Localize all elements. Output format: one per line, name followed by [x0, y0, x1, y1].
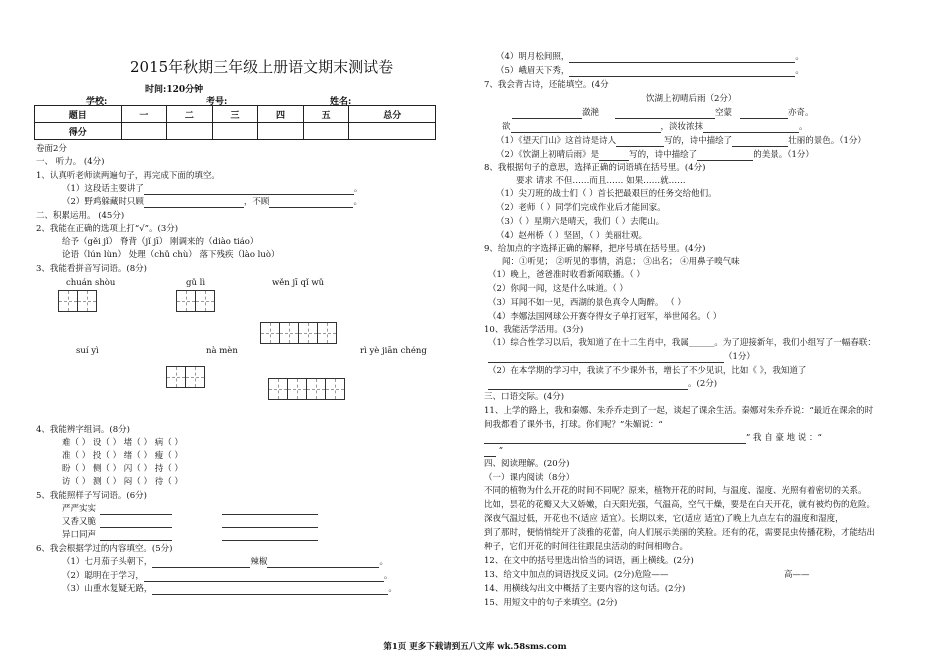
poem-text: ，淡妆浓抹 [660, 122, 704, 132]
score-header-cell: 三 [212, 106, 258, 123]
answer-line[interactable] [569, 53, 795, 63]
question-text: 辣椒 [250, 557, 268, 567]
question-text: 4、我能辨字组词。(8分) [36, 425, 130, 435]
score-header-cell: 二 [167, 106, 213, 123]
question-text: 的美景。（1分） [753, 150, 814, 160]
pinyin-label: rì yè jiān chéng [360, 346, 427, 356]
question-text: ，不顾 [243, 197, 270, 207]
answer-line[interactable] [599, 151, 629, 161]
question-text: 10、我能活学活用。(3分) [484, 325, 584, 335]
pinyin-label: suí yì [76, 346, 99, 356]
character-row: 访（ ） 测（ ） 闷（ ） 待（ ） [62, 477, 183, 487]
question-text: 壮丽的景色。（1分） [788, 136, 866, 146]
question-text: （3）（ ）星期六是晴天，我们（ ）去爬山。 [496, 217, 665, 227]
question-text: （2）你闻一闻，这是什么味道。（ ） [488, 284, 628, 294]
reading-passage-line: 深夜气温过低，开花也不(适应 适宜）。长期以来，它(适应 适宜)了晚上九点左右的温度和湿度， [484, 514, 844, 524]
question-text: （2）野鸡躲藏时只顾 [62, 197, 144, 207]
score-table [34, 105, 436, 140]
dialogue-row [484, 433, 822, 444]
question-text: （4）明月松间照， [496, 52, 570, 62]
poem-text: 潋滟 [582, 108, 600, 118]
question-text: （1）晚上，爸爸准时收看新闻联播。（ ） [488, 270, 645, 280]
score-header-cell: 总分 [349, 106, 436, 123]
score-header-cell: 四 [258, 106, 304, 123]
score-cell[interactable] [303, 123, 349, 140]
fill-in-row: （1）七月茄子头朝下， 辣椒 。 [62, 557, 388, 567]
question-text: （2）老师（ ）同学们完成作业后才能回家。 [496, 203, 666, 213]
poem-line: 欲 ，淡妆浓抹 。 [502, 122, 808, 132]
question-text: 15、用短文中的句子来填空。(2分) [484, 598, 618, 608]
question-text: 11、上学的路上，我和秦娜、朱乔乔走到了一起，谈起了课余生活。秦娜对朱乔乔说：“最近在课余的时 [484, 406, 874, 416]
score-table-header-row [35, 106, 436, 123]
fill-in-row: （3）山重水复疑无路， 。 [62, 584, 397, 594]
poem-text: 亦奇。 [788, 108, 814, 118]
poem-title: 饮湖上初晴后雨（2分） [646, 94, 737, 104]
exam-number-label: 考号: [206, 97, 228, 107]
word-bank: 要求 请求 不但……而且…… 如果……就…… [516, 176, 686, 186]
poem-line [512, 108, 814, 119]
pinyin-label: nà mèn [206, 346, 238, 356]
answer-line[interactable] [222, 531, 318, 541]
character-row: 准（ ） 投（ ） 绪（ ） 瘦（ ） [62, 451, 183, 461]
writing-grid[interactable] [268, 378, 345, 400]
score-table-score-row [35, 123, 436, 140]
question-text: 。(2分) [688, 379, 718, 389]
question-text: （2）《饮湖上初晴后雨》是 [496, 150, 600, 160]
definition-list: 闻：①听见； ②听见的事情，消息； ③出名； ④用鼻子嗅气味 [502, 257, 740, 267]
question-text: 13、给文中加点的词语找反义词。(2分)危险—— [484, 570, 669, 580]
poem-text: 空蒙 [715, 108, 733, 118]
question-text: 写的，诗中描绘了 [664, 136, 733, 146]
answer-line[interactable] [697, 151, 753, 161]
question-text: 6、我会根据学过的内容填空。(5分) [36, 544, 173, 554]
question-text: 1、认真听老师读两遍句子，再完成下面的填空。 [36, 171, 220, 181]
exam-title: 2015年秋期三年级上册语文期末测试卷 [130, 58, 394, 76]
pinyin-choice-row: 论语（lún lùn） 处理（chǔ chù） 落下残疾（lào luò） [62, 250, 280, 260]
writing-grid[interactable] [176, 290, 215, 312]
question-text: 8、我根据句子的意思，选择正确的词语填在括号里。(4分) [484, 163, 706, 173]
school-label: 学校: [86, 97, 108, 107]
fill-in-row [496, 150, 814, 161]
fill-in-row [496, 136, 866, 147]
question-text: 2、我能在正确的选项上打“√”。(3分) [36, 224, 179, 234]
answer-line[interactable] [269, 198, 353, 208]
exam-time: 时间:120分钟 [145, 85, 204, 95]
score-cell[interactable] [258, 123, 304, 140]
answer-line[interactable] [732, 137, 788, 147]
question-text: 7、我会背古诗，还能填空。(4分 [484, 80, 609, 90]
answer-line[interactable] [100, 518, 172, 528]
question-text: 高—— [784, 570, 810, 580]
question-text: 5、我能照样子写词语。(6分) [36, 491, 147, 501]
question-text: （2）聪明在于学习， [62, 571, 144, 581]
fill-in-row: （2）聪明在于学习， 。 [62, 571, 393, 581]
reading-passage-line: 到了那时，便悄悄绽开了淡雅的花蕾，向人们展示美丽的笑脸。还有的花，需要昆虫传播花粉，才能结出 [484, 528, 876, 538]
subsection-heading: （一）课内阅读（8分） [484, 473, 575, 483]
dialogue-row [484, 446, 503, 457]
question-text: （1）这段话主要讲了 [62, 184, 144, 194]
score-cell[interactable] [121, 123, 167, 140]
question-text: 12、在文中的括号里选出恰当的词语，画上横线。(2分) [484, 556, 694, 566]
score-header-cell: 五 [303, 106, 349, 123]
pinyin-choice-row: 给予（gěi jǐ） 脊背（jǐ jī） 刚调来的（diào tiáo） [62, 237, 259, 247]
answer-line[interactable] [512, 109, 582, 119]
page-footer: 第1页 更多下载请到五八文库 wk.58sms.com [383, 642, 567, 652]
answer-line[interactable] [615, 109, 715, 119]
section-heading: 一、 听力。 (4分) [36, 157, 105, 167]
question-text: 14、用横线勾出文中概括了主要内容的这句话。(2分) [484, 584, 686, 594]
example-word: 异口同声 [62, 530, 97, 540]
question-text: （1）这段话主要讲了 。 [62, 184, 363, 194]
name-label: 姓名: [330, 97, 352, 107]
answer-line[interactable] [740, 109, 788, 119]
question-text: （1）《望天门山》这首诗是诗人 [496, 136, 617, 146]
question-text [488, 352, 755, 363]
answer-line[interactable] [488, 353, 724, 363]
answer-line[interactable] [703, 123, 799, 133]
reading-passage-line: 种子，它们开花的时间往往跟昆虫活动的时间相吻合。 [484, 542, 689, 552]
question-text: （1）尖刀班的战士们（ ）首长把最艰巨的任务交给他们。 [496, 189, 717, 199]
example-word-row [62, 530, 318, 541]
reading-passage-line: 比如，昙花的花瓣又大又娇嫩，白天阳光强，气温高，空气干燥，要是在白天开花，就有被灼伤的危险。 [484, 500, 876, 510]
question-text [488, 379, 717, 390]
question-text: （5）峨眉天下秀， [496, 66, 570, 76]
answer-line[interactable] [267, 558, 379, 568]
neatness-score: 卷面2分 [36, 144, 67, 154]
question-text: （2）野鸡躲藏时只顾 ，不顾 。 [62, 197, 362, 207]
question-text: （2）在本学期的学习中，我读了不少课外书，增长了不少见识，比如《 》，我知道了 [488, 366, 807, 376]
example-word-row [62, 504, 318, 515]
question-text: （1）综合性学习以后，我知道了在十二生肖中，我属______。为了迎接新年，我们小组写了一幅春联： [488, 338, 876, 348]
section-heading: 三、口语交际。(4分) [484, 392, 565, 402]
reading-passage-line: 不同的植物为什么开花的时间不同呢？原来，植物开花的时间，与温度、湿度、光照有着密切的关系。 [484, 486, 867, 496]
fill-in-row: （4）明月松间照， 。 [496, 52, 804, 62]
writing-grid[interactable] [58, 290, 97, 312]
question-text: ” [496, 446, 504, 456]
character-row: 难（ ） 设（ ） 堵（ ） 病（ ） [62, 438, 183, 448]
example-word: 又香又脆 [62, 517, 97, 527]
score-cell[interactable] [349, 123, 436, 140]
question-text: （1分） [724, 352, 755, 362]
answer-line[interactable] [100, 531, 172, 541]
question-text: 间我都看了课外书，打球。你们呢？”朱媚说：“ [484, 420, 663, 430]
answer-line[interactable] [484, 447, 496, 457]
question-text: （3）耳闻不如一见，西湖的景色真令人陶醉。 （ ） [488, 298, 686, 308]
question-text: （1）七月茄子头朝下， [62, 557, 153, 567]
score-cell[interactable] [212, 123, 258, 140]
poem-text: 欲 [502, 122, 511, 132]
answer-line[interactable] [152, 585, 388, 595]
score-header-cell: 题目 [35, 106, 122, 123]
question-text: 写的，诗中描绘了 [629, 150, 698, 160]
writing-grid[interactable] [166, 366, 205, 388]
section-heading: 二、积累运用。 (45分) [36, 211, 125, 221]
answer-line[interactable] [511, 123, 661, 133]
character-row: 盼（ ） 侧（ ） 闪（ ） 持（ ） [62, 464, 183, 474]
answer-line[interactable] [144, 185, 354, 195]
pinyin-label: wěn jī qǐ wǔ [272, 278, 325, 288]
example-word-row [62, 517, 318, 528]
question-text: （4）赵州桥（ ）坚固，（ ）美丽壮观。 [496, 231, 648, 241]
answer-line[interactable] [100, 505, 172, 515]
writing-grid[interactable] [260, 322, 337, 344]
answer-line[interactable] [488, 380, 688, 390]
answer-line[interactable] [152, 558, 250, 568]
answer-line[interactable] [484, 434, 746, 444]
fill-in-row: （5）峨眉天下秀， 。 [496, 66, 804, 76]
question-text: ” 我 自 豪 地 说 ：“ [746, 433, 822, 443]
score-row-label: 得分 [35, 123, 122, 140]
pinyin-label: chuán shòu [66, 278, 116, 288]
answer-line[interactable] [616, 137, 664, 147]
question-text: （4）李娜法国网球公开赛夺得女子单打冠军，举世闻名。（ ） [488, 312, 722, 322]
example-word: 严严实实 [62, 504, 97, 514]
answer-line[interactable] [222, 518, 318, 528]
answer-line[interactable] [222, 505, 318, 515]
answer-line[interactable] [144, 572, 384, 582]
question-text: 3、我能看拼音写词语。(8分) [36, 264, 147, 274]
score-header-cell: 一 [121, 106, 167, 123]
section-heading: 四、阅读理解。(20分) [484, 459, 570, 469]
question-text: （3）山重水复疑无路， [62, 584, 153, 594]
answer-line[interactable] [144, 198, 244, 208]
pinyin-label: gǔ lì [186, 278, 206, 288]
question-text: 9、给加点的字选择正确的解释，把序号填在括号里。(4分) [484, 244, 706, 254]
answer-line[interactable] [569, 67, 795, 77]
score-cell[interactable] [167, 123, 213, 140]
